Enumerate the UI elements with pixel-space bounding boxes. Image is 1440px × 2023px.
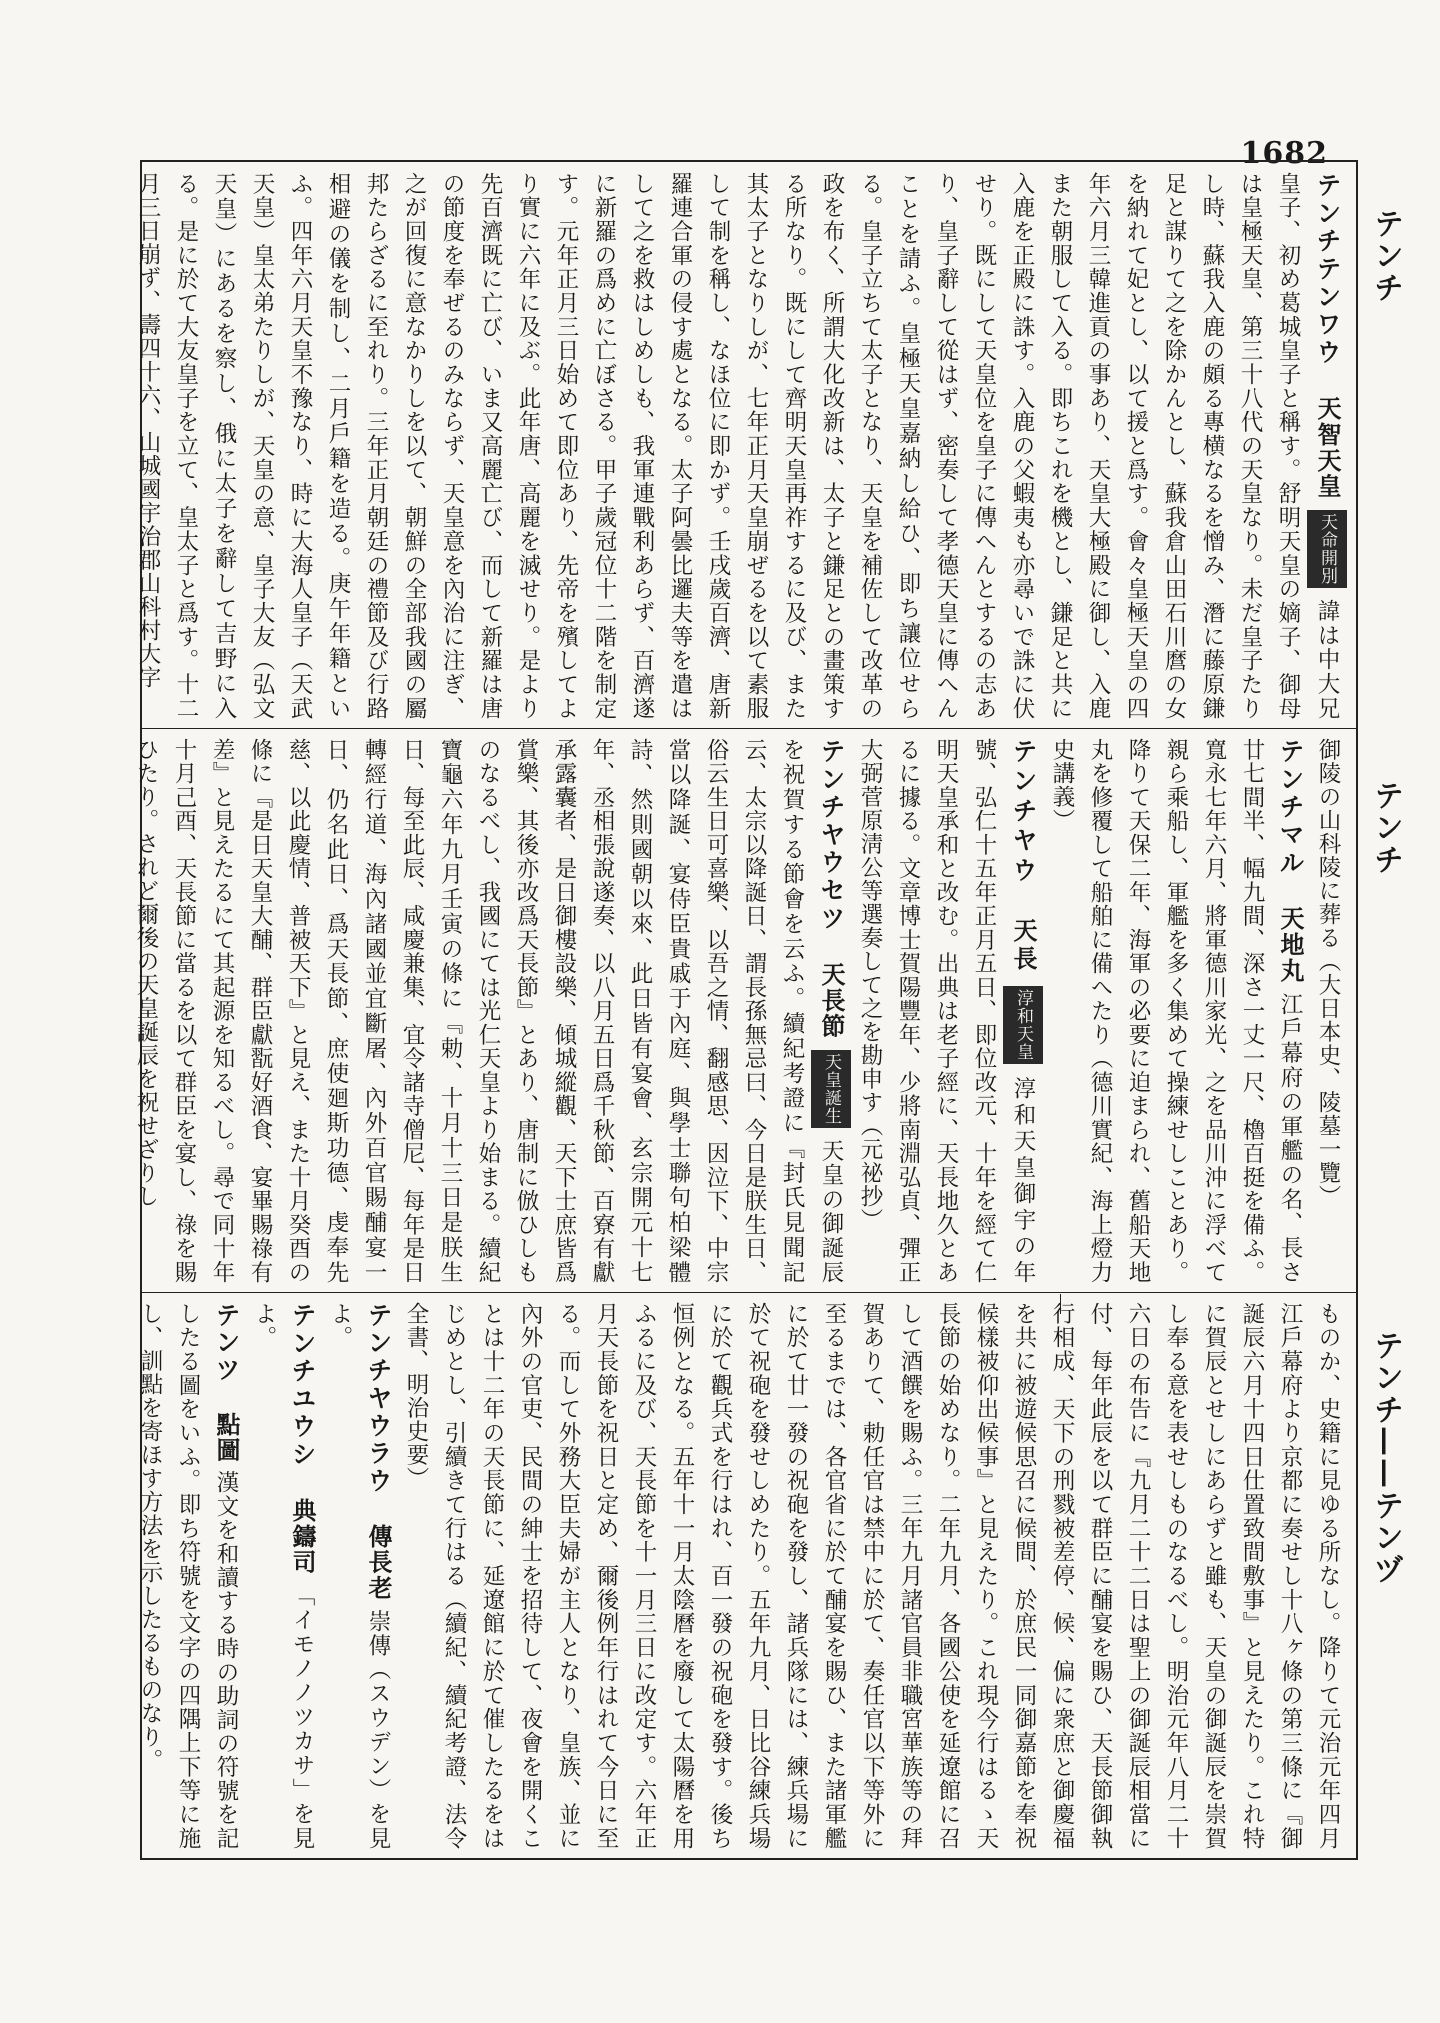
entry-tag: 天皇誕生 [811, 1050, 851, 1128]
entry [321, 1302, 397, 1850]
entry-headword: テンチヤウラウ [364, 1302, 393, 1496]
entry [1309, 738, 1347, 1284]
page-number: 1682 [1240, 136, 1328, 171]
entry-headword: テンツ [212, 1302, 241, 1384]
entry-body: 江戶幕府の軍艦の名、長さ廿七間半、幅九間、深さ一丈一尺、櫓百挺を備ふ。寬永七年六月、將軍德川家光、之を品川沖に浮べて親ら乘船し、軍艦を多く集めて操練せしことあり。降りて天保二年、海軍の必要に迫まられ、舊船天地丸を修覆して船舶に備へたり（德川實紀、海上燈力史講義） [1049, 738, 1303, 1285]
entry-body: 諱は中大兄皇子、初め葛城皇子と稱す。舒明天皇の嫡子、御母は皇極天皇、第三十八代の天皇なり。未だ皇子たりし時、蘇我入鹿の頗る專横なるを憎み、潛に藤原鎌足と謀りて之を除かんとし、蘇我倉山田石川麿の女を納れて妃とし、以て援と爲す。會々皇極天皇の四年六月三韓進貢の事あり、天皇大極殿に御し、入鹿また朝服して入る。即ちこれを機とし、鎌足と共に入鹿を正殿に誅す。入鹿の父蝦夷も亦尋いで誅に伏せり。既にして天皇位を皇子に傳へんとするの志あり、皇子辭して從はず、密奏して孝德天皇に傳へんことを請ふ。皇極天皇嘉納し給ひ、即ち讓位せらる。皇子立ちて太子となり、天皇を補佐して改革の政を布く、所謂大化改新は、太子と鎌足との畫策する所なり。既にして齊明天皇再祚するに及び、また其太子となりしが、七年正月天皇崩ぜるを以て素服して制を稱し、なほ位に即かず。壬戌歲百濟、唐新羅連合軍の侵す處となる。太子阿曇比邏夫等を遣はして之を救はしめしも、我軍連戰利あらず、百濟遂に新羅の爲めに亡ぼさる。甲子歲冠位十二階を制定す。元年正月三日始めて即位あり、先帝を殯してより實に六年に及ぶ。此年唐、高麗を滅せり。是より先百濟既に亡び、いま又高麗亡び、而して新羅は唐の節度を奉ぜるのみならず、天皇意を內治に注ぎ、之が回復に意なかりしを以て、朝鮮の全部我國の屬邦たらざるに至れり。三年正月朝廷の禮節及び行路相避の儀を制し、二月戶籍を造る。庚午年籍といふ。四年六月天皇不豫なり、時に大海人皇子（天武天皇）皇太弟たりしが、天皇の意、皇子大友（弘文天皇）にあるを察し、俄に太子を辭して吉野に入る。是に於て大友皇子を立て、皇太子と爲す。十二月三日崩ず、壽四十六、山城國宇治郡山科村大字 [135, 172, 1340, 721]
entry-body: 淳和天皇御宇の年號、弘仁十五年正月五日、即位改元、十年を經て仁明天皇承和と改む。出典は老子經に、天長地久とあるに據る。文章博士賀陽豐年、少將南淵弘貞、彈正大弼菅原淸公等選奏して之を勘申す（元祕抄） [857, 738, 1036, 1285]
entry-body: 天皇の御誕辰を祝賀する節會を云ふ。續紀考證に『封氏見聞記云、太宗以降誕日、謂長孫無忌曰、今日是朕生日、俗云生日可喜樂、以吾之情、翻感思、因泣下、中宗當以降誕、宴侍臣貴戚于內庭、與學士聯句柏梁體詩、然則國朝以來、此日皆有宴會、玄宗開元十七年、丞相張說遂奏、以八月五日爲千秋節、百寮有獻承露囊者、是日御樓設樂、傾城縱觀、天下士庶皆爲賞樂、其後亦改爲天長節』とあり、唐制に倣ひしものなるべし、我國にては光仁天皇より始まる。續紀寶龜六年九月壬寅の條に『勅、十月十三日是朕生日、每至此辰、咸慶兼集、宜令諸寺僧尼、每年是日轉經行道、海內諸國並宜斷屠、內外百官賜酺宴一日、仍名此日、爲天長節、庶使廻斯功德、虔奉先慈、以此慶情、普被天下』と見え、また十月癸酉の條に『是日天皇大酺、群臣獻翫好酒食、宴畢賜祿有差』と見えたるにて其起源を知るべし。尋で同十年十月己酉、天長節に當るを以て群臣を宴し、祿を賜ひたり。されど爾後の天皇誕辰を祝せざりし [133, 738, 844, 1285]
entry-title: 典鑄司 [288, 1497, 317, 1575]
entry-title: 傳長老 [364, 1524, 393, 1601]
entry-body: ものか、史籍に見ゆる所なし。降りて元治元年四月江戶幕府より京都に奏せし十八ヶ條の第三條に『御誕辰六月十四日仕置致間敷事』と見えたり。これ特に賀辰とせしにあらずと雖も、天皇の御誕辰を崇賀し奉る意を表せしものなるべし。明治元年八月二十六日の布告に『九月二十二日は聖上の御誕辰相當に付、每年此辰を以て群臣に酺宴を賜ひ、天長節御執行相成、天下の刑戮被差停、候、偏に衆庶と御慶福を共に被遊候思召に候間、於庶民一同御嘉節を奉祝候樣被仰出候事』と見えたり。これ現今行はるゝ天長節の始めなり。二年九月、各國公使を延遼館に召して酒饌を賜ふ。三年九月諸官員非職宮華族等の拜賀ありて、勅任官は禁中に於て、奏任官以下等外に至るまでは、各官省に於て酺宴を賜ひ、また諸軍艦に於て廿一發の祝砲を發し、諸兵隊には、練兵場に於て祝砲を發せしめたり。五年九月、日比谷練兵場に於て觀兵式を行はれ、百一發の祝砲を發す。後ち恒例となる。五年十一月太陰曆を廢して太陽曆を用ふるに及び、天長節を十一月三日に改定す。六年正月天長節を祝日と定め、爾後例年行はれて今日に至る。而して外務大臣夫婦が主人となり、皇族、並に內外の官吏、民間の紳士を招待して、夜會を開くことは十二年の天長節に、延遼館に於て催したるをはじめとし、引續きて行はる（續紀、續紀考證、法令全書、明治史要） [403, 1302, 1341, 1850]
entry-headword: テンチマル [1276, 738, 1305, 878]
section-divider [142, 728, 1356, 729]
entry-headword: テンチユウシ [288, 1302, 317, 1469]
running-head-middle: テンチ [1368, 780, 1403, 876]
entry-body: 「イモノノツカサ」を見よ。 [251, 1302, 315, 1851]
entry [851, 738, 1043, 1284]
entry-headword: テンチテンワウ [1313, 172, 1342, 367]
entry-title: 天智天皇 [1313, 395, 1342, 500]
entry-headword: テンチヤウセツ [817, 738, 846, 933]
entry [245, 1302, 321, 1850]
entry-body: 御陵の山科陵に葬る（大日本史、陵墓一覽） [1315, 738, 1341, 1208]
running-head-bottom: テンチ——テンヅ [1368, 1330, 1403, 1586]
section-middle [133, 738, 1347, 1285]
entry [131, 1302, 245, 1850]
entry-body: 漢文を和讀する時の助詞の符號を記したる圖をいふ。即ち符號を文字の四隅上下等に施し、訓點を寄ほす方法を示したるものなり。 [137, 1302, 239, 1851]
entry-title: 天長節 [817, 961, 846, 1040]
entry-title: 點圖 [212, 1412, 241, 1463]
entry [397, 1302, 1347, 1850]
entry-body: 崇傳（スウデン）を見よ。 [327, 1302, 391, 1851]
entry-title: 天長 [1009, 917, 1038, 974]
running-head-top: テンチ [1368, 208, 1403, 304]
entry [129, 172, 1347, 720]
entry [127, 738, 851, 1284]
entry-title: 天地丸 [1276, 906, 1305, 984]
section-bottom [137, 1302, 1347, 1851]
entry-tag: 天命開別 [1307, 510, 1347, 588]
entry-headword: テンチヤウ [1009, 738, 1038, 887]
section-divider [142, 1292, 1356, 1293]
entry-tag: 淳和天皇 [1003, 986, 1043, 1064]
section-top [135, 172, 1347, 721]
entry [1043, 738, 1309, 1284]
